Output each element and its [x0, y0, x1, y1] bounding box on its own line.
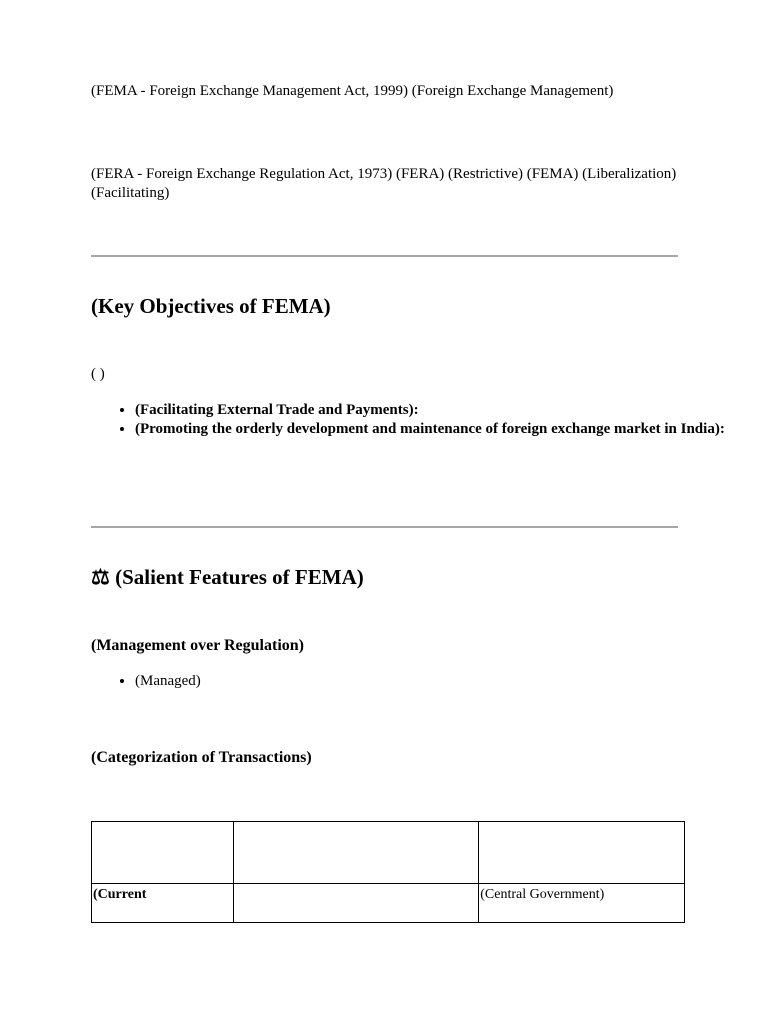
list-item — [135, 401, 725, 420]
table-header-cell — [479, 822, 685, 884]
section-divider — [91, 526, 678, 528]
objective-title: (Facilitating External Trade and Payments): — [135, 402, 419, 418]
objectives-list — [91, 401, 725, 439]
table-cell — [233, 884, 478, 923]
intro-paragraph-1: (FEMA - Foreign Exchange Management Act, 1999) (Foreign Exchange Management) — [91, 83, 614, 99]
transactions-table — [91, 821, 685, 923]
table-header-cell — [92, 822, 234, 884]
section-divider — [91, 255, 678, 257]
intro-paragraph-2: (FERA - Foreign Exchange Regulation Act, 1973) (FERA) (Restrictive) (FEMA) (Liberalization) (Facilitating) — [91, 166, 677, 201]
features-heading — [91, 562, 691, 592]
features-heading-text: (Salient Features of FEMA) — [115, 565, 364, 589]
table-header-row — [92, 822, 685, 884]
table-cell: (Central Government) — [479, 884, 685, 923]
list-item — [135, 420, 725, 439]
feature-2-heading: (Categorization of Transactions) — [91, 749, 312, 766]
table-header-cell — [233, 822, 478, 884]
table-row — [92, 884, 685, 923]
objectives-heading: (Key Objectives of FEMA) — [91, 294, 331, 318]
feature-1-list — [91, 672, 725, 691]
objective-title: (Promoting the orderly development and maintenance of foreign exchange market in India): — [135, 421, 725, 437]
list-item: • (Managed) — [135, 672, 725, 691]
scales-icon: ⚖ — [91, 565, 110, 589]
table-cell: (Current — [92, 884, 234, 923]
feature-1-heading: (Management over Regulation) — [91, 637, 304, 654]
objectives-lead: ( ) — [91, 366, 105, 382]
